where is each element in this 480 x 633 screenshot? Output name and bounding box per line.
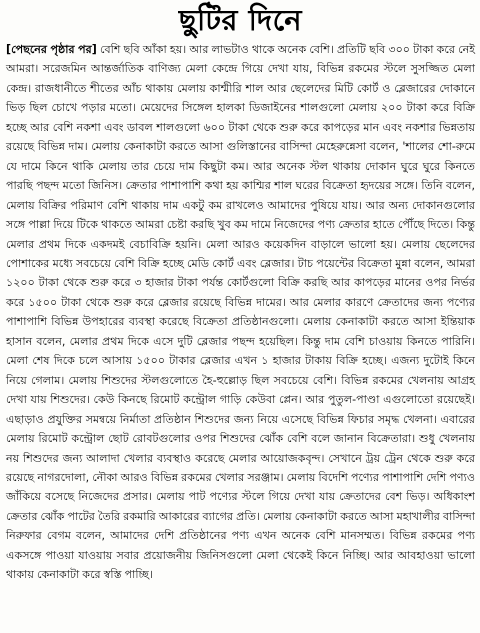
continuation-kicker: [পেছনের পৃষ্ঠার পর] [6,43,97,56]
article-headline: ছুটির দিনে [178,3,303,37]
article-body [6,40,475,585]
article-body-text: বেশি ছবি আঁকা হয়। আর লাভটাও থাকে অনেক বেশি। প্রতিটি ছবি ৩০০ টাকা করে নেই আমরা। সরেজমিন আন্তর্জাতিক বাণিজ্য মেলা কেন্দ্রে গিয়ে দেখা যায়, বিভিন্ন রকমের স্টলে সুসজ্জিত মেলা কেন্দ্র। রাজধানীতে শীতের আঁচ থাকায় মেলায় কাশ্মীরি শাল আর ছেলেদের মিটি কোর্ট ও ব্লেজারের দোকানে ভিড় ছিল চোখে পড়ার মতো। মেয়েদের সিঙ্গেল হালকা ডিজাইনের শালগুলো মেলায় ২০০ টাকা করে বিক্রি হচ্ছে আর বেশি নকশা এবং ডাবল শালগুলো ৬০০ টাকা থেকে শুরু করে কাপড়ের মান এবং নকশার ভিন্নতায় রয়েছে বিভিন্ন দাম। মেলায় কেনাকাটা করতে আসা গুলিস্তানের বাসিন্দা মেহেরুন্নেসা বলেন, 'শালের শো-রুমে যে দামে কিনে থাকি মেলায় তার চেয়ে দাম কিছুটা কম। আর অনেক স্টল থাকায় দোকান ঘুরে ঘুরে কিনতে পারছি পছন্দ মতো জিনিস। ক্রেতার পাশাপাশি কথা হয় কাশ্মির শাল ঘরের বিক্রেতা হৃদয়ের সঙ্গে। তিনি বলেন, মেলায় বিক্রির পরিমাণ বেশি থাকায় দাম একটু কম রাখলেও আমাদের পুষিয়ে যায়। আর অন্য দোকানগুলোর সঙ্গে পাল্লা দিয়ে টিকে থাকতে আমরা চেষ্টা করছি খুব কম দামে নিজেদের পণ্য ক্রেতার হাতে পৌঁছে দিতে। কিন্তু মেলার প্রথম দিকে একদমই বেচাবিক্রি হয়নি। মেলা আরও কয়েকদিন বাড়ালে ভালো হয়। মেলায় ছেলেদের পোশাকের মধ্যে সবচেয়ে বেশি বিক্রি হচ্ছে মেডি কোর্ট এবং ব্লেজার। টাচ পয়েন্টের বিক্রেতা মুন্না বলেন, আমরা ১২০০ টাকা থেকে শুরু করে ৩ হাজার টাকা পর্যন্ত কোর্টগুলো বিক্রি করছি আর কাপড়ের মানের ওপর নির্ভর করে ১৫০০ টাকা থেকে শুরু করে ব্লেজার রয়েছে বিভিন্ন দামের। আর মেলার কারণে ক্রেতাদের জন্য পণ্যের পাশাপাশি বিভিন্ন উপহারের ব্যবস্থা করেছে বিক্রেতা প্রতিষ্ঠানগুলো। মেলায় কেনাকাটা করতে আসা ইন্তিয়াক হাসান বলেন, মেলার প্রথম দিকে এসে দুটি ব্লেজার পছন্দ হয়েছিল। কিন্তু দাম বেশি চাওয়ায় কিনতে পারিনি। মেলা শেষ দিকে চলে আসায় ১৫০০ টাকার ব্লেজার এখন ১ হাজার টাকায় বিক্রি হচ্ছে। এজন্য দুটোই কিনে নিয়ে গেলাম। মেলায় শিশুদের স্টলগুলোতে হৈ-হুল্লোড় ছিল সবচেয়ে বেশি। বিভিন্ন রকমের খেলনায় আগ্রহ দেখা যায় শিশুদের। কেউ কিনছে রিমোট কন্ট্রোল গাড়ি কেউবা প্লেন। আর পুতুল-পাণ্ডা এগুলোতো রয়েছেই। এছাড়াও প্রযুক্তির সমন্বয়ে নির্মাতা প্রতিষ্ঠান শিশুদের জন্য নিয়ে এসেছে বিভিন্ন ফিচার সমৃদ্ধ খেলনা। এবারের মেলায় রিমোট কন্ট্রোল ছোট রোবটগুলোর ওপর শিশুদের ঝোঁক বেশি বলে জানান বিক্রেতারা। শুধু খেলনায় নয় শিশুদের জন্য আলাদা খেলার ব্যবস্থাও করেছে মেলার আয়োজকবৃন্দ। সেখানে ট্রয় ট্রেন থেকে শুরু করে রয়েছে নাগরদোলা, নৌকা আরও বিভিন্ন রকমের খেলার সরঞ্জাম। মেলায় বিদেশি পণ্যের পাশাপাশি দেশি পণ্যও জাঁকিয়ে বসেছে নিজেদের প্রসার। মেলায় পাট পণ্যের স্টলে গিয়ে দেখা যায় ক্রেতাদের বেশ ভিড়। অধিকাংশ ক্রেতার ঝোঁক পাটের তৈরি রকমারি আকারের ব্যাগের প্রতি। মেলায় কেনাকাটা করতে আসা মহাখালীর বাসিন্দা নিরুফার বেগম বলেন, আমাদের দেশি প্রতিষ্ঠানের পণ্য এখন অনেক বেশি মানসম্মত। বিভিন্ন রকমের পণ্য একসঙ্গে পাওয়া যাওয়ায় সবার প্রয়োজনীয় জিনিসগুলো মেলা থেকেই কিনে নিচ্ছি। আর আবহাওয়া ভালো থাকায় কেনাকাটা করে স্বস্তি পাচ্ছি। [6,43,475,582]
